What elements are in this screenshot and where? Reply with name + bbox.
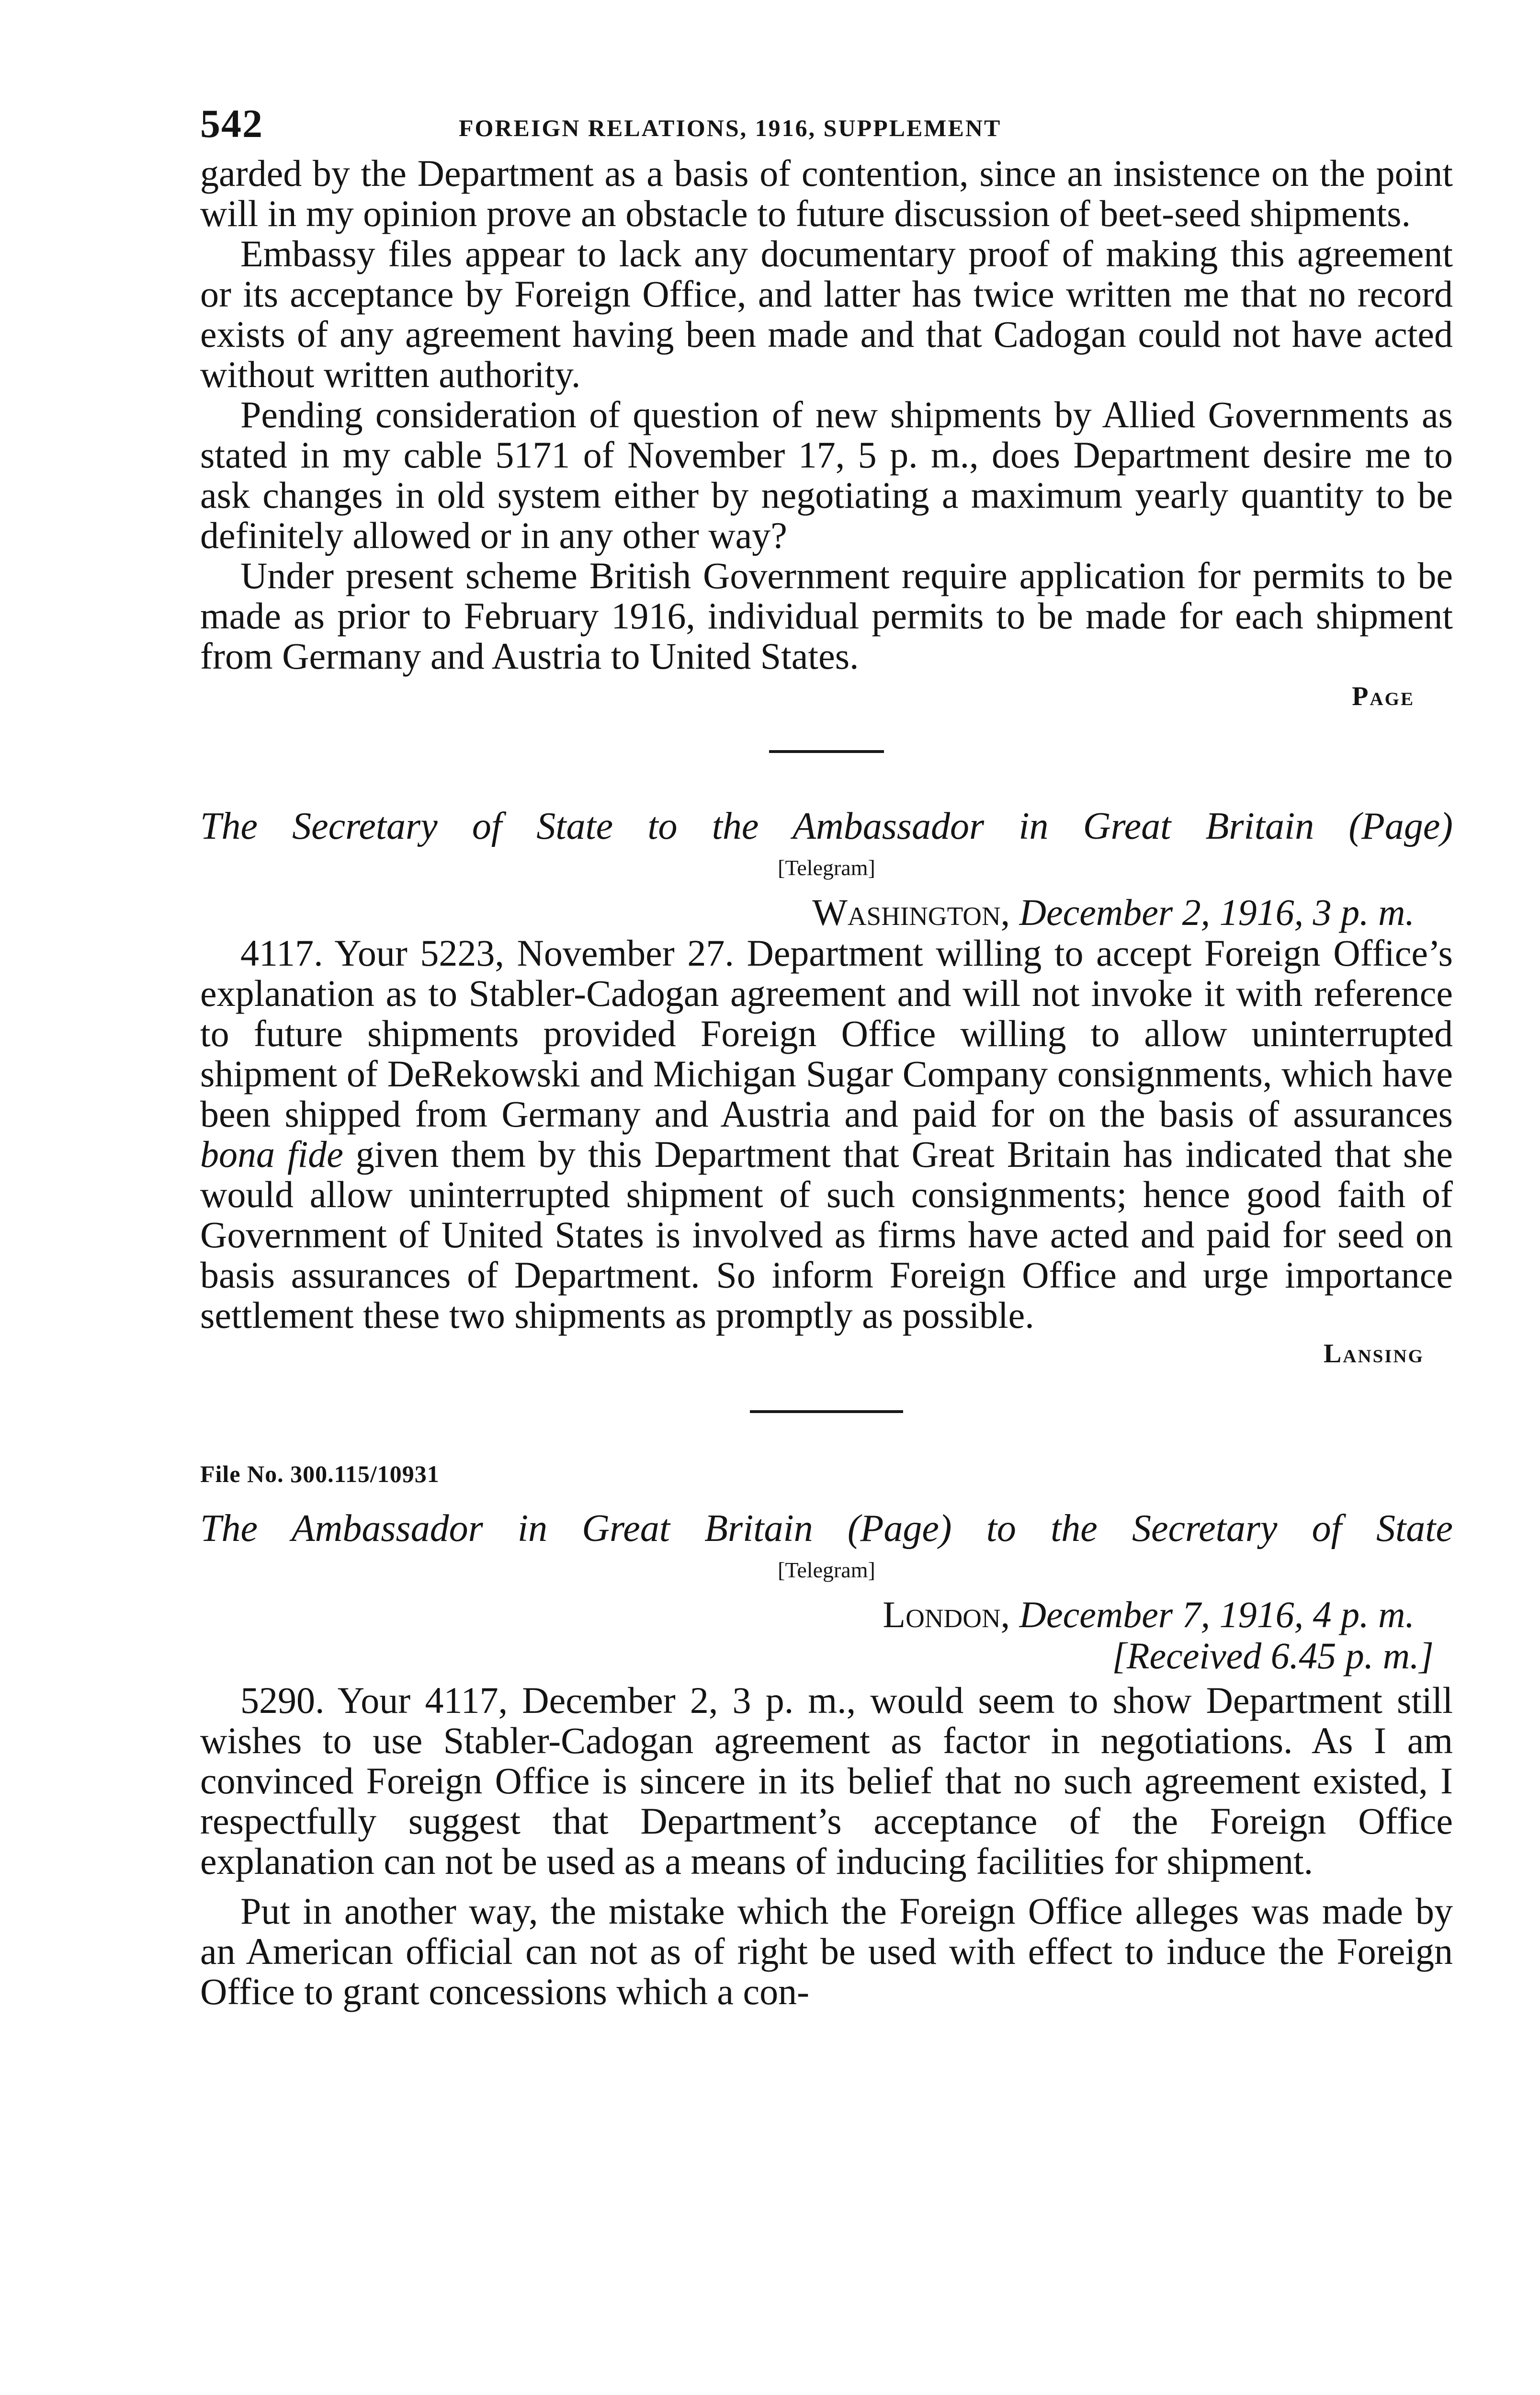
telegram-5290	[200, 1460, 1453, 2012]
section-divider	[769, 750, 884, 753]
file-number: File No. 300.115/10931	[200, 1460, 440, 1487]
dateline-date: December 7, 1916, 4 p. m.	[1019, 1594, 1415, 1635]
section-divider	[750, 1410, 903, 1413]
paragraph: Pending consideration of question of new shipments by Allied Governments as stated in my cable 5171 of November 17, 5 p. m., does Department desire me to ask changes in old system either by negotiating a maximum yearly quantity to be definitely allowed or in any other way?	[200, 394, 1453, 556]
paragraph	[200, 933, 1453, 1335]
document-title: The Ambassador in Great Britain (Page) to the Secretary of State	[200, 1507, 1453, 1550]
dateline	[200, 892, 1453, 933]
paragraph: garded by the Department as a basis of contention, since an insistence on the point will in my opinion prove an obstacle to future discussion of beet-seed shipments.	[200, 152, 1453, 234]
running-head: FOREIGN RELATIONS, 1916, SUPPLEMENT	[459, 114, 1002, 141]
signature: Page	[1352, 682, 1415, 711]
continued-telegram	[200, 153, 1453, 712]
received-note: [Received 6.45 p. m.]	[1112, 1635, 1434, 1676]
dateline-place: Washington,	[812, 891, 1010, 933]
paragraph: 5290. Your 4117, December 2, 3 p. m., would seem to show Department still wishes to use Stabler-Cadogan agreement as factor in negotiations. As I am convinced Foreign Office is sincere in its belief that no such agreement existed, I respectfully suggest that Department’s acceptance of the Foreign Office explanation can not be used as a means of inducing facilities for shipment.	[200, 1679, 1453, 1882]
paragraph: Under present scheme British Government require application for permits to be made as prior to February 1916, individual permits to be made for each shipment from Germany and Austria to United States.	[200, 555, 1453, 677]
italic-phrase: bona fide	[200, 1133, 343, 1175]
signature: Lansing	[1323, 1339, 1424, 1369]
page-header	[200, 96, 1453, 153]
paragraph: Embassy files appear to lack any documentary proof of making this agreement or its acceptance by Foreign Office, and latter has twice written me that no record exists of any agreement having been made and that Cadogan could not have acted without written authority.	[200, 233, 1453, 395]
dateline-date: December 2, 1916, 3 p. m.	[1019, 891, 1415, 933]
document-type: [Telegram]	[778, 1558, 875, 1582]
dateline-place: London,	[883, 1594, 1010, 1635]
paragraph-text: 4117. Your 5223, November 27. Department willing to accept Foreign Office’s explanation as to Stabler-Cadogan agreement and will not invoke it with reference to future shipments provided Foreign Office willing to allow uninterrupted shipment of DeRekowski and Michigan Sugar Company consignments, which have been shipped from Germany and Austria and paid for on the basis of assurances	[200, 932, 1453, 1135]
dateline	[200, 1594, 1453, 1635]
document-type: [Telegram]	[778, 855, 875, 880]
paragraph-text: given them by this Department that Great Britain has indicated that she would allow uninterrupted shipment of such consignments; hence good faith of Government of United States is involved as firms have acted and paid for seed on basis assurances of Department. So inform Foreign Office and urge importance settlement these two shipments as promptly as possible.	[200, 1133, 1453, 1336]
telegram-4117	[200, 805, 1453, 1369]
paragraph: Put in another way, the mistake which the Foreign Office alleges was made by an American official can not as of right be used with effect to induce the Foreign Office to grant concessions which a con-	[200, 1890, 1453, 2012]
page-number: 542	[200, 102, 263, 146]
document-page	[200, 96, 1453, 2012]
document-title: The Secretary of State to the Ambassador in Great Britain (Page)	[200, 805, 1453, 847]
